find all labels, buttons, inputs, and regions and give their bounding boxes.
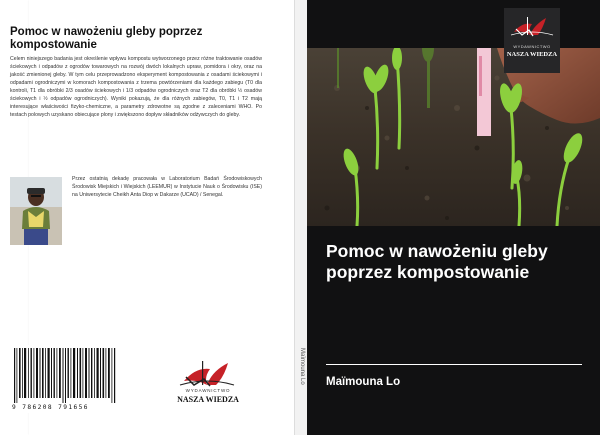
publisher-logo-icon [504,8,560,48]
back-publisher-line1: WYDAWNICTWO [185,388,231,393]
front-cover-title: Pomoc w nawożeniu gleby poprzez kompostowanie [326,241,548,282]
barcode [10,345,123,413]
front-publisher-line2: NASZA WIEDZA [506,51,558,58]
spine-author: Maïmouna Lo [299,348,305,385]
cover-photo-seedlings [307,48,600,226]
front-publisher-logo-box [504,8,560,73]
front-cover-author: Maïmouna Lo [326,376,401,388]
author-bio: Przez ostatnią dekadę pracowała w Laboratorium Badań Środowiskowych Środowisk Miejskich i Wiejskich (LEEMUR) w Instytucie Nauk o Środowisku (ISE) na Uniwersytecie Cheikh Anta Diop w Dakarze (UCAD) / Senegal. [72,176,262,198]
isbn-number: 9 786208 791656 [12,404,89,411]
front-publisher-line1: WYDAWNICTWO [513,44,551,49]
author-photo [10,177,62,245]
back-cover-title: Pomoc w nawożeniu gleby poprzez kompostowanie [10,26,203,51]
title-divider [326,364,582,365]
publisher-logo-icon [172,355,242,413]
back-publisher-line2: NASZA WIEDZA [177,395,239,404]
back-cover-blurb: Celem niniejszego badania jest określenie wpływu kompostu wytworzonego przez różne traktowanie osadów ściekowych i odpadów z ogrodów towarowych na rozwój dwóch lokalnych upraw, pomidora i okry, oraz na jakość zmienionej gleby. W tym celu przeprowadzono eksperyment kompostowania z osadami ściekowymi i odpadami ogrodniczymi w komorach kompostowania z trzema powtórzeniami dla każdego zabiegu (T0 dla kontroli, T1 dla obróbki 2/3 osadów ściekowych i 1/3 odpadów ogrodniczych oraz T2 dla obróbki ½ osadów ściekowych i ½ odpadów ogrodniczych). Wyniki pokazują, że dla różnych zabiegów, T0, T1 i T2 mają interesujące właściwości fizyko-chemiczne, a parametry zdrowotne są zgodne z zaleceniami WHO. Po testach polowych uzyskano obiecujące plony i zwiększono dopływ składników odżywczych do gleby. [10,56,262,118]
